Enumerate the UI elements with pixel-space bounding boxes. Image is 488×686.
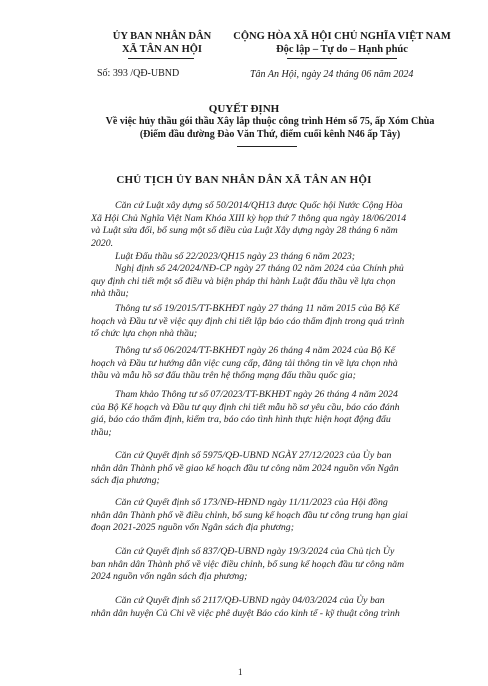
legal-basis-paragraph [91, 263, 406, 301]
paragraph-line: Xã Hội Chủ Nghĩa Việt Nam Khóa XIII kỳ họp thứ 7 thông qua ngày 18/06/2014 [91, 212, 407, 224]
document-subject: Về việc hủy thầu gói thầu Xây lắp thuộc công trình Hẻm số 75, ấp Xóm Chùa (Điểm đầu đường Đào Văn Thứ, điểm cuối kênh N46 ấp Tây) [105, 116, 435, 140]
paragraph-line: thầu; [91, 426, 112, 438]
paragraph-line: sách địa phương; [91, 475, 160, 486]
legal-basis-paragraph [91, 450, 406, 488]
legal-basis-paragraph [91, 546, 406, 584]
paragraph-line: Căn cứ Quyết định số 173/NĐ-HĐND ngày 11/11/2023 của Hội đồng [115, 497, 388, 508]
document-number: Số: 393 /QĐ-UBND [97, 68, 180, 79]
paragraph-line: Căn cứ Quyết định số 2117/QĐ-UBND ngày 04/03/2024 của Ủy ban [115, 595, 385, 606]
paragraph-line: nhà thầu; [91, 288, 129, 299]
legal-basis-paragraph [91, 303, 406, 341]
paragraph-line: hoạch và Đầu tư hướng dẫn việc cung cấp, đăng tải thông tin về lựa chọn nhà [91, 357, 398, 369]
page-number: 1 [238, 667, 243, 677]
issuer-underline [128, 58, 194, 59]
issuer-line-1: ỦY BAN NHÂN DÂN [112, 31, 212, 42]
paragraph-line: Tham khảo Thông tư số 07/2023/TT-BKHĐT ngày 26 tháng 4 năm 2024 [115, 389, 398, 400]
document-date: Tân An Hội, ngày 24 tháng 06 năm 2024 [250, 69, 414, 80]
paragraph-line: Thông tư số 06/2024/TT-BKHĐT ngày 26 tháng 4 năm 2024 của Bộ Kế [115, 345, 395, 356]
paragraph-line: ban nhân dân Thành phố về việc điều chỉnh, bổ sung kế hoạch đầu tư công năm [91, 558, 405, 570]
paragraph-line: Căn cứ Quyết định số 837/QĐ-UBND ngày 19/3/2024 của Chủ tịch Ủy [115, 546, 395, 557]
legal-basis-paragraph [115, 251, 415, 264]
paragraph-line: quy định chi tiết một số điều và biện pháp thi hành Luật đấu thầu về lựa chọn [91, 275, 396, 287]
legal-basis-paragraph [91, 595, 406, 620]
paragraph-line: Nghị định số 24/2024/NĐ-CP ngày 27 tháng 02 năm 2024 của Chính phủ [115, 263, 404, 274]
paragraph-line: nhân dân huyện Củ Chi về việc phê duyệt Báo cáo kinh tế - kỹ thuật công trình [91, 607, 400, 619]
paragraph-line: tổ chức lựa chọn nhà thầu; [91, 328, 198, 339]
legal-basis-paragraph [91, 389, 406, 439]
subject-underline [237, 146, 297, 147]
paragraph-line: Căn cứ Quyết định số 5975/QĐ-UBND NGÀY 27/12/2023 của Ủy ban [115, 450, 392, 461]
paragraph-line: nhân dân Thành phố về giao kế hoạch đầu tư công năm 2024 nguồn vốn Ngân [91, 462, 399, 474]
paragraph-line: của Bộ Kế hoạch và Đầu tư quy định chi tiết mẫu hồ sơ yêu cầu, báo cáo đánh [91, 401, 400, 413]
authority-heading: CHỦ TỊCH ỦY BAN NHÂN DÂN XÃ TÂN AN HỘI [116, 174, 372, 186]
paragraph-line: 2024 nguồn vốn ngân sách địa phương; [91, 571, 248, 582]
paragraph-line: giá, báo cáo thẩm định, kiểm tra, báo cáo tình hình thực hiện hoạt động đấu [91, 414, 391, 425]
legal-basis-paragraph [91, 497, 406, 535]
legal-basis-paragraph [91, 200, 406, 250]
paragraph-line: Thông tư số 19/2015/TT-BKHĐT ngày 27 tháng 11 năm 2015 của Bộ Kế [115, 303, 400, 314]
paragraph-line: Căn cứ Luật xây dựng số 50/2014/QH13 được Quốc hội Nước Cộng Hòa [115, 200, 403, 211]
paragraph-line: Luật Đấu thầu số 22/2023/QH15 ngày 23 tháng 6 năm 2023; [115, 251, 356, 262]
paragraph-line: và Luật sửa đổi, bổ sung một số điều của Luật Xây dựng ngày 28 tháng 6 năm [91, 225, 398, 236]
paragraph-line: đoạn 2021-2025 nguồn vốn Ngân sách địa phương; [91, 522, 294, 533]
paragraph-line: 2020. [91, 237, 114, 249]
paragraph-line: hoạch và Đầu tư về việc quy định chi tiết lập báo cáo thẩm định trong quá trình [91, 315, 405, 327]
document-title: QUYẾT ĐỊNH [208, 103, 280, 115]
issuer-line-2: XÃ TÂN AN HỘI [121, 44, 203, 55]
issuer-block [92, 30, 232, 56]
legal-basis-paragraph [91, 345, 406, 383]
paragraph-line: thầu và mẫu hồ sơ đấu thầu trên hệ thống mạng đấu thầu quốc gia; [91, 370, 356, 381]
national-title: CỘNG HÒA XÃ HỘI CHỦ NGHĨA VIỆT NAM [233, 31, 451, 42]
national-motto: Độc lập – Tự do – Hạnh phúc [276, 44, 408, 55]
paragraph-line: nhân dân Thành phố về điều chỉnh, bổ sung kế hoạch đầu tư công trung hạn giai [91, 509, 408, 521]
motto-underline [287, 58, 397, 59]
national-header [232, 30, 452, 56]
